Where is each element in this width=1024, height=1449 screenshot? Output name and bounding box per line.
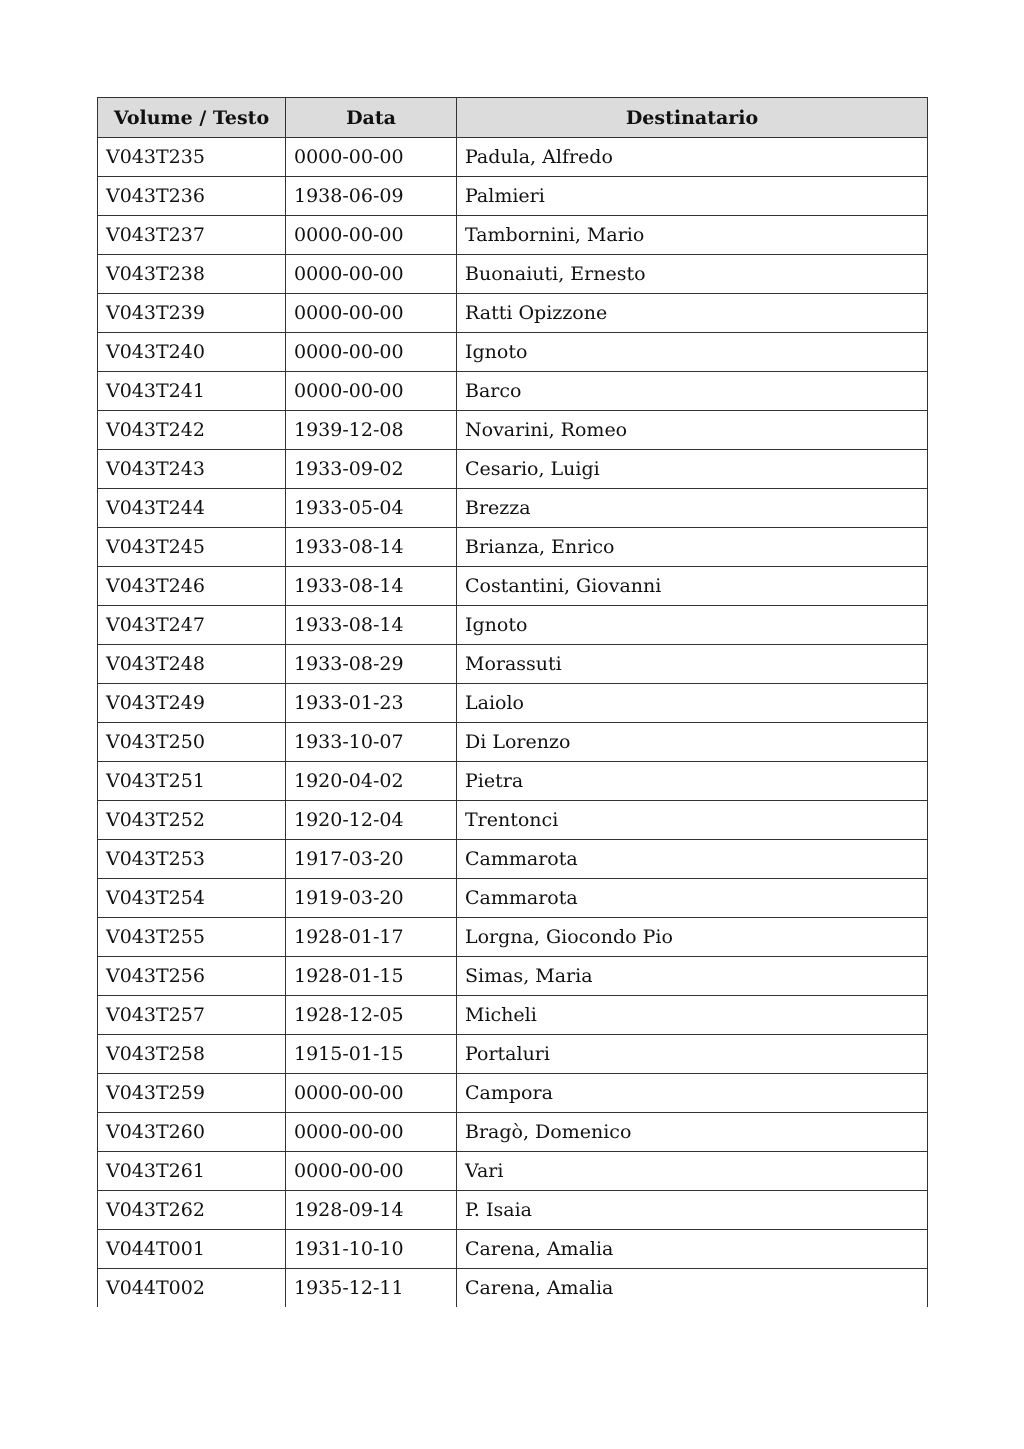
cell-destinatario: Vari [457,1152,928,1191]
cell-destinatario: Simas, Maria [457,957,928,996]
table-row [98,996,928,1035]
cell-data: 0000-00-00 [286,333,457,372]
cell-volume-testo: V043T235 [98,138,286,177]
cell-destinatario: Ignoto [457,333,928,372]
cell-destinatario: Micheli [457,996,928,1035]
cell-data: 1933-09-02 [286,450,457,489]
cell-destinatario: Portaluri [457,1035,928,1074]
header-row [98,98,928,138]
table-row [98,879,928,918]
table-row [98,723,928,762]
cell-volume-testo: V043T245 [98,528,286,567]
table-row [98,840,928,879]
cell-data: 1928-09-14 [286,1191,457,1230]
table-row [98,1269,928,1308]
cell-data: 1933-05-04 [286,489,457,528]
cell-destinatario: Ignoto [457,606,928,645]
cell-volume-testo: V043T236 [98,177,286,216]
cell-data: 1917-03-20 [286,840,457,879]
header-volume-testo: Volume / Testo [98,98,286,138]
table-row [98,801,928,840]
table-row [98,294,928,333]
table-row [98,1191,928,1230]
cell-volume-testo: V043T247 [98,606,286,645]
cell-data: 1928-12-05 [286,996,457,1035]
table-row [98,1074,928,1113]
cell-destinatario: Bragò, Domenico [457,1113,928,1152]
cell-data: 1928-01-17 [286,918,457,957]
table-row [98,1230,928,1269]
cell-data: 0000-00-00 [286,294,457,333]
cell-data: 0000-00-00 [286,1074,457,1113]
letters-table [97,97,928,1307]
cell-destinatario: Di Lorenzo [457,723,928,762]
cell-volume-testo: V043T251 [98,762,286,801]
table-row [98,645,928,684]
cell-volume-testo: V043T255 [98,918,286,957]
table-row [98,606,928,645]
table-row [98,567,928,606]
table-row [98,489,928,528]
cell-data: 0000-00-00 [286,1152,457,1191]
cell-destinatario: Novarini, Romeo [457,411,928,450]
table-row [98,1113,928,1152]
cell-volume-testo: V043T250 [98,723,286,762]
table-row [98,1152,928,1191]
cell-data: 0000-00-00 [286,255,457,294]
cell-volume-testo: V043T261 [98,1152,286,1191]
header-destinatario: Destinatario [457,98,928,138]
cell-volume-testo: V043T258 [98,1035,286,1074]
cell-data: 0000-00-00 [286,138,457,177]
cell-destinatario: Palmieri [457,177,928,216]
cell-volume-testo: V043T239 [98,294,286,333]
cell-volume-testo: V043T262 [98,1191,286,1230]
cell-destinatario: Cesario, Luigi [457,450,928,489]
cell-volume-testo: V043T260 [98,1113,286,1152]
table-row [98,1035,928,1074]
table-row [98,333,928,372]
cell-data: 1919-03-20 [286,879,457,918]
cell-destinatario: Pietra [457,762,928,801]
cell-data: 1933-01-23 [286,684,457,723]
cell-volume-testo: V043T242 [98,411,286,450]
table-row [98,918,928,957]
cell-data: 1938-06-09 [286,177,457,216]
cell-data: 1931-10-10 [286,1230,457,1269]
cell-destinatario: Ratti Opizzone [457,294,928,333]
cell-destinatario: Brezza [457,489,928,528]
cell-destinatario: Lorgna, Giocondo Pio [457,918,928,957]
cell-volume-testo: V043T252 [98,801,286,840]
table-header [98,98,928,138]
cell-destinatario: Morassuti [457,645,928,684]
cell-destinatario: Brianza, Enrico [457,528,928,567]
cell-data: 1933-08-14 [286,528,457,567]
cell-data: 1933-08-29 [286,645,457,684]
cell-data: 1928-01-15 [286,957,457,996]
cell-data: 1915-01-15 [286,1035,457,1074]
cell-volume-testo: V043T237 [98,216,286,255]
cell-volume-testo: V043T259 [98,1074,286,1113]
table-row [98,411,928,450]
cell-destinatario: Carena, Amalia [457,1269,928,1308]
cell-volume-testo: V043T243 [98,450,286,489]
cell-volume-testo: V043T240 [98,333,286,372]
table-row [98,762,928,801]
table-row [98,138,928,177]
cell-volume-testo: V043T254 [98,879,286,918]
cell-data: 1933-08-14 [286,606,457,645]
table-row [98,957,928,996]
cell-volume-testo: V044T002 [98,1269,286,1308]
cell-destinatario: Trentonci [457,801,928,840]
cell-destinatario: Laiolo [457,684,928,723]
table-row [98,177,928,216]
cell-data: 0000-00-00 [286,372,457,411]
cell-data: 1935-12-11 [286,1269,457,1308]
cell-data: 1920-04-02 [286,762,457,801]
cell-volume-testo: V043T241 [98,372,286,411]
cell-data: 1939-12-08 [286,411,457,450]
header-data: Data [286,98,457,138]
cell-destinatario: Costantini, Giovanni [457,567,928,606]
table-row [98,372,928,411]
cell-volume-testo: V043T253 [98,840,286,879]
cell-destinatario: Carena, Amalia [457,1230,928,1269]
cell-destinatario: Barco [457,372,928,411]
cell-volume-testo: V043T256 [98,957,286,996]
cell-destinatario: P. Isaia [457,1191,928,1230]
cell-data: 1933-08-14 [286,567,457,606]
cell-volume-testo: V043T248 [98,645,286,684]
table-row [98,528,928,567]
cell-destinatario: Campora [457,1074,928,1113]
cell-volume-testo: V043T246 [98,567,286,606]
cell-data: 0000-00-00 [286,1113,457,1152]
cell-data: 0000-00-00 [286,216,457,255]
cell-volume-testo: V043T244 [98,489,286,528]
cell-destinatario: Cammarota [457,879,928,918]
cell-destinatario: Buonaiuti, Ernesto [457,255,928,294]
table-row [98,450,928,489]
cell-destinatario: Padula, Alfredo [457,138,928,177]
cell-volume-testo: V043T257 [98,996,286,1035]
cell-volume-testo: V043T249 [98,684,286,723]
cell-destinatario: Tambornini, Mario [457,216,928,255]
cell-volume-testo: V043T238 [98,255,286,294]
cell-data: 1933-10-07 [286,723,457,762]
table-body [98,138,928,1308]
table-row [98,684,928,723]
table-row [98,255,928,294]
cell-data: 1920-12-04 [286,801,457,840]
cell-volume-testo: V044T001 [98,1230,286,1269]
table-row [98,216,928,255]
cell-destinatario: Cammarota [457,840,928,879]
